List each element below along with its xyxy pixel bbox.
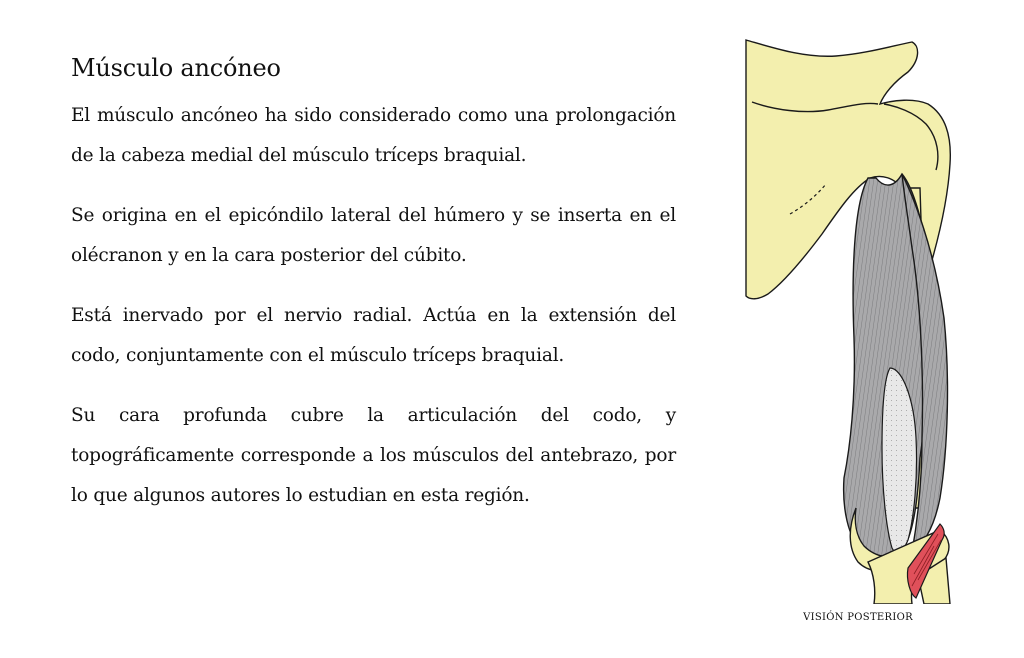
article-paragraph: Se origina en el epicóndilo lateral del húmero y se inserta en el olécranon y en la cara posterior del cúbito. [71,205,676,266]
article-paragraph: Está inervado por el nervio radial. Actúa en la extensión del codo, conjuntamente con el músculo tríceps braquial. [71,305,676,366]
anatomy-illustration [744,38,954,604]
article [71,50,676,536]
article-paragraph: El músculo ancóneo ha sido considerado como una prolongación de la cabeza medial del músculo tríceps braquial. [71,105,676,166]
article-paragraph: Su cara profunda cubre la articulación del codo, y topográficamente corresponde a los músculos del antebrazo, por lo que algunos autores lo estudian en esta región. [71,405,676,506]
figure-caption: VISIÓN POSTERIOR [803,612,913,623]
article-title: Músculo ancóneo [71,54,281,82]
